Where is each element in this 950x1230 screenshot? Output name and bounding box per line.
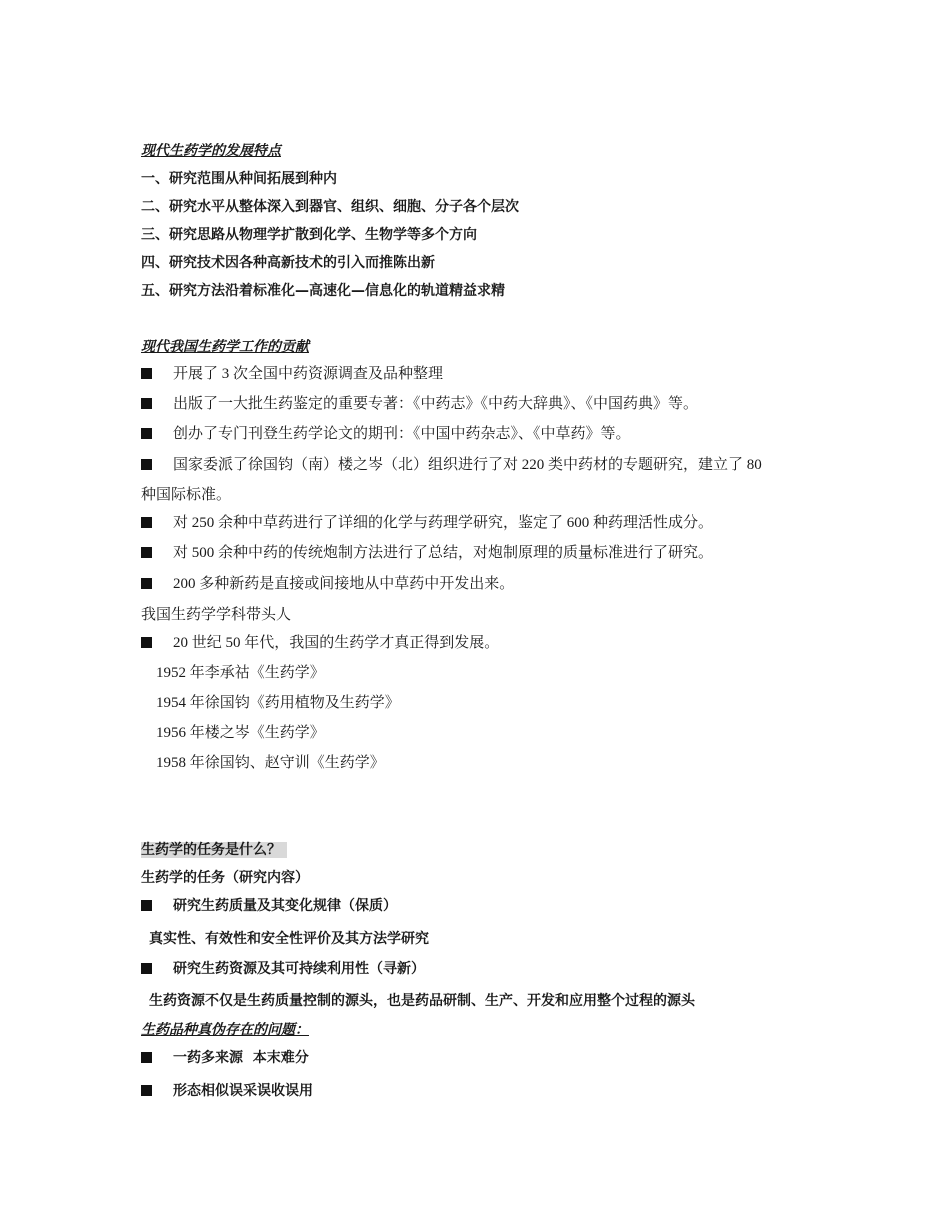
leaders-label: 我国生药学学科带头人 bbox=[141, 607, 292, 623]
section-title-contributions: 现代我国生药学工作的贡献 bbox=[141, 339, 309, 355]
contribution-item: 国家委派了徐国钧（南）楼之岑（北）组织进行了对 220 类中药材的专题研究，建立了 80 bbox=[173, 457, 762, 473]
contribution-item: 对 250 余种中草药进行了详细的化学与药理学研究，鉴定了 600 种药理活性成分。 bbox=[173, 515, 714, 531]
development-item: 一、研究范围从种间拓展到种内 bbox=[141, 171, 337, 187]
task-question-text: 生药学的任务是什么？ bbox=[141, 842, 287, 858]
square-bullet-icon bbox=[141, 900, 152, 911]
work-entry: 1952 年李承祜《生药学》 bbox=[156, 665, 325, 681]
square-bullet-icon bbox=[141, 398, 152, 409]
contribution-item: 200 多种新药是直接或间接地从中草药中开发出来。 bbox=[173, 576, 515, 592]
square-bullet-icon bbox=[141, 963, 152, 974]
contribution-item: 出版了一大批生药鉴定的重要专著：《中药志》《中药大辞典》、《中国药典》等。 bbox=[173, 396, 699, 412]
contribution-item: 开展了 3 次全国中药资源调查及品种整理 bbox=[173, 366, 444, 382]
task-question bbox=[141, 840, 287, 860]
square-bullet-icon bbox=[141, 517, 152, 528]
leaders-item: 20 世纪 50 年代，我国的生药学才真正得到发展。 bbox=[173, 635, 500, 651]
square-bullet-icon bbox=[141, 459, 152, 470]
problems-title: 生药品种真伪存在的问题： bbox=[141, 1022, 309, 1038]
task-item: 研究生药质量及其变化规律（保质） bbox=[173, 898, 397, 914]
contribution-item: 创办了专门刊登生药学论文的期刊：《中国中药杂志》、《中草药》等。 bbox=[173, 426, 631, 442]
contribution-item: 对 500 余种中药的传统炮制方法进行了总结，对炮制原理的质量标准进行了研究。 bbox=[173, 545, 714, 561]
square-bullet-icon bbox=[141, 637, 152, 648]
work-entry: 1954 年徐国钧《药用植物及生药学》 bbox=[156, 695, 400, 711]
development-item: 四、研究技术因各种高新技术的引入而推陈出新 bbox=[141, 255, 435, 271]
square-bullet-icon bbox=[141, 1085, 152, 1096]
development-item: 三、研究思路从物理学扩散到化学、生物学等多个方向 bbox=[141, 227, 477, 243]
section-title-development: 现代生药学的发展特点 bbox=[141, 143, 281, 159]
square-bullet-icon bbox=[141, 578, 152, 589]
work-entry: 1956 年楼之岑《生药学》 bbox=[156, 725, 325, 741]
task-detail: 生药资源不仅是生药质量控制的源头，也是药品研制、生产、开发和应用整个过程的源头 bbox=[149, 993, 695, 1009]
development-item: 五、研究方法沿着标准化—高速化—信息化的轨道精益求精 bbox=[141, 283, 505, 299]
problem-item: 一药多来源 本末难分 bbox=[173, 1050, 309, 1066]
task-detail: 真实性、有效性和安全性评价及其方法学研究 bbox=[149, 931, 429, 947]
development-item: 二、研究水平从整体深入到器官、组织、细胞、分子各个层次 bbox=[141, 199, 519, 215]
problem-item: 形态相似误采误收误用 bbox=[173, 1083, 313, 1099]
work-entry: 1958 年徐国钧、赵守训《生药学》 bbox=[156, 755, 385, 771]
square-bullet-icon bbox=[141, 547, 152, 558]
square-bullet-icon bbox=[141, 1052, 152, 1063]
task-item: 研究生药资源及其可持续利用性（寻新） bbox=[173, 961, 425, 977]
square-bullet-icon bbox=[141, 368, 152, 379]
contribution-continuation: 种国际标准。 bbox=[141, 487, 232, 503]
square-bullet-icon bbox=[141, 428, 152, 439]
task-subtitle: 生药学的任务（研究内容） bbox=[141, 870, 309, 886]
